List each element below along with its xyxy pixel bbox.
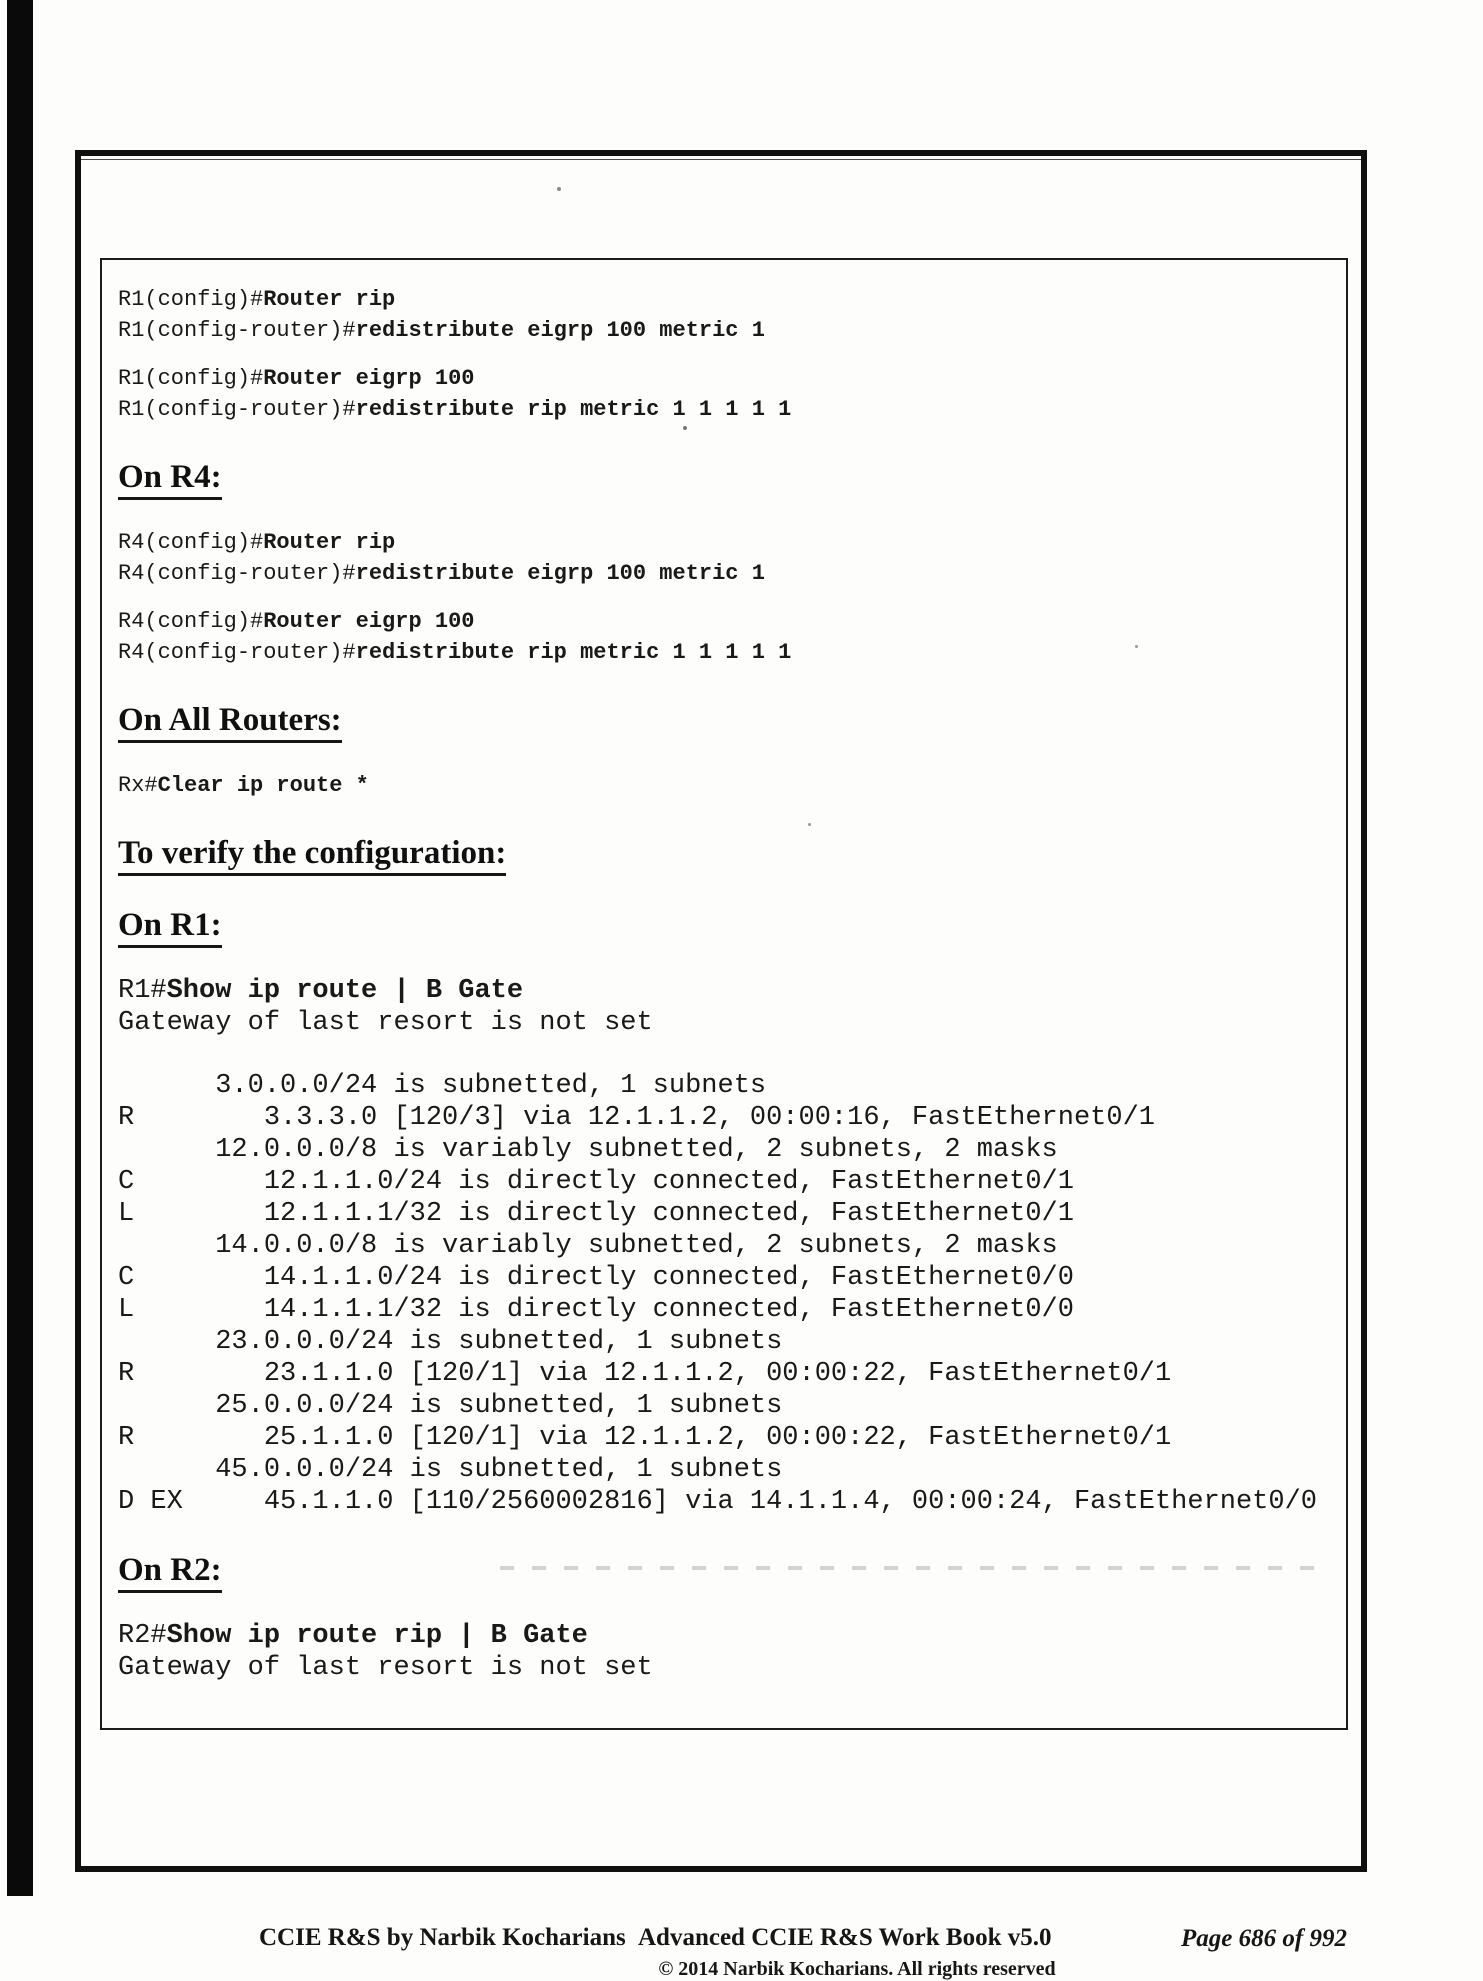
footer-copyright: © 2014 Narbik Kocharians. All rights reserved: [658, 1958, 1056, 1980]
section-heading: [118, 1552, 1346, 1590]
terminal-text: R1(config)#: [118, 287, 264, 312]
terminal-text: Gateway of last resort is not set: [118, 1007, 653, 1038]
command-text: Router rip: [263, 529, 396, 555]
code-line: [118, 1652, 1346, 1684]
scan-speck: [808, 823, 811, 826]
command-text: redistribute eigrp 100 metric 1: [355, 318, 765, 343]
code-line: [118, 558, 1346, 589]
scan-smudge: [500, 1566, 1330, 1570]
terminal-text: R1(config)#: [118, 366, 264, 391]
code-block: [118, 975, 1346, 1518]
terminal-text: R1#: [118, 975, 167, 1006]
terminal-text: R4(config)#: [118, 608, 264, 634]
section-heading: [118, 835, 1346, 873]
code-line: [118, 637, 1346, 668]
code-line: [118, 527, 1346, 558]
section-heading-text: On All Routers:: [118, 702, 342, 743]
code-block: [118, 1620, 1346, 1684]
code-block: [118, 770, 1346, 801]
code-line: [118, 315, 1346, 346]
code-line: [118, 975, 1346, 1007]
code-line: [118, 1326, 1346, 1358]
code-line: [118, 1166, 1346, 1198]
terminal-text: R 23.1.1.0 [120/1] via 12.1.1.2, 00:00:22, FastEthernet0/1: [118, 1358, 1172, 1389]
scan-speck: [1135, 645, 1138, 648]
scan-speck: [557, 187, 561, 191]
code-line: [118, 1039, 1346, 1070]
code-line: [118, 1070, 1346, 1102]
terminal-text: R4(config-router)#: [118, 560, 356, 586]
page-border: [75, 150, 1367, 1980]
terminal-text: R2#: [118, 1620, 167, 1651]
code-line: [118, 1422, 1346, 1454]
code-line: [118, 1454, 1346, 1486]
terminal-text: D EX 45.1.1.0 [110/2560002816] via 14.1.1.4, 00:00:24, FastEthernet0/0: [118, 1486, 1317, 1517]
command-text: Show ip route rip | B Gate: [166, 1620, 588, 1651]
code-line: [118, 363, 1346, 394]
command-text: Router rip: [263, 287, 396, 312]
section-heading-text: On R4:: [118, 459, 222, 500]
terminal-text: R 25.1.1.0 [120/1] via 12.1.1.2, 00:00:22, FastEthernet0/1: [118, 1422, 1172, 1453]
terminal-text: L 14.1.1.1/32 is directly connected, FastEthernet0/0: [118, 1294, 1074, 1325]
section-heading-text: On R2:: [118, 1552, 222, 1593]
terminal-text: 45.0.0.0/24 is subnetted, 1 subnets: [118, 1454, 783, 1485]
scan-speck: [683, 426, 687, 430]
terminal-text: R 3.3.3.0 [120/3] via 12.1.1.2, 00:00:16, FastEthernet0/1: [118, 1102, 1155, 1133]
terminal-text: 14.0.0.0/8 is variably subnetted, 2 subnets, 2 masks: [118, 1230, 1058, 1261]
terminal-text: 23.0.0.0/24 is subnetted, 1 subnets: [118, 1326, 783, 1357]
terminal-text: C 12.1.1.0/24 is directly connected, FastEthernet0/1: [118, 1166, 1074, 1197]
code-line: [118, 589, 1346, 606]
code-line: [118, 1486, 1346, 1518]
terminal-text: 25.0.0.0/24 is subnetted, 1 subnets: [118, 1390, 783, 1421]
command-text: Router eigrp 100: [263, 608, 475, 634]
terminal-text: Gateway of last resort is not set: [118, 1652, 653, 1683]
section-heading: [118, 702, 1346, 740]
code-line: [118, 284, 1346, 315]
code-line: [118, 1007, 1346, 1039]
terminal-panel: [100, 258, 1348, 1730]
code-line: [118, 1198, 1346, 1230]
terminal-text: 3.0.0.0/24 is subnetted, 1 subnets: [118, 1070, 767, 1101]
command-text: redistribute eigrp 100 metric 1: [355, 560, 765, 586]
code-line: [118, 1262, 1346, 1294]
page-border-double-line: [81, 159, 1361, 160]
section-heading-text: On R1:: [118, 907, 222, 948]
footer-page-number: Page 686 of 992: [1181, 1925, 1347, 1952]
code-line: [118, 606, 1346, 637]
terminal-text: R4(config)#: [118, 529, 264, 555]
code-block: [118, 284, 1346, 425]
code-panel: [118, 284, 1346, 1684]
command-text: redistribute rip metric 1 1 1 1 1: [355, 639, 792, 665]
code-line: [118, 1134, 1346, 1166]
scan-edge-strip: [7, 0, 33, 1896]
code-line: [118, 394, 1346, 425]
code-line: [118, 346, 1346, 363]
code-line: [118, 1230, 1346, 1262]
terminal-text: Rx#: [118, 772, 158, 798]
terminal-text: R1(config-router)#: [118, 397, 356, 422]
command-text: Clear ip route *: [157, 772, 369, 798]
command-text: Router eigrp 100: [263, 366, 475, 391]
footer-author: CCIE R&S by Narbik Kocharians: [259, 1924, 626, 1951]
footer-book-title: Advanced CCIE R&S Work Book v5.0: [638, 1924, 1052, 1951]
terminal-text: R4(config-router)#: [118, 639, 356, 665]
terminal-text: C 14.1.1.0/24 is directly connected, FastEthernet0/0: [118, 1262, 1074, 1293]
command-text: redistribute rip metric 1 1 1 1 1: [355, 397, 792, 422]
section-heading: [118, 907, 1346, 945]
code-line: [118, 1390, 1346, 1422]
code-line: [118, 1358, 1346, 1390]
command-text: Show ip route | B Gate: [166, 975, 524, 1006]
terminal-text: L 12.1.1.1/32 is directly connected, FastEthernet0/1: [118, 1198, 1074, 1229]
code-line: [118, 1620, 1346, 1652]
section-heading: [118, 459, 1346, 497]
code-line: [118, 1102, 1346, 1134]
code-line: [118, 770, 1346, 801]
code-line: [118, 1294, 1346, 1326]
code-block: [118, 527, 1346, 668]
terminal-text: R1(config-router)#: [118, 318, 356, 343]
section-heading-text: To verify the configuration:: [118, 835, 506, 876]
terminal-text: 12.0.0.0/8 is variably subnetted, 2 subnets, 2 masks: [118, 1134, 1058, 1165]
